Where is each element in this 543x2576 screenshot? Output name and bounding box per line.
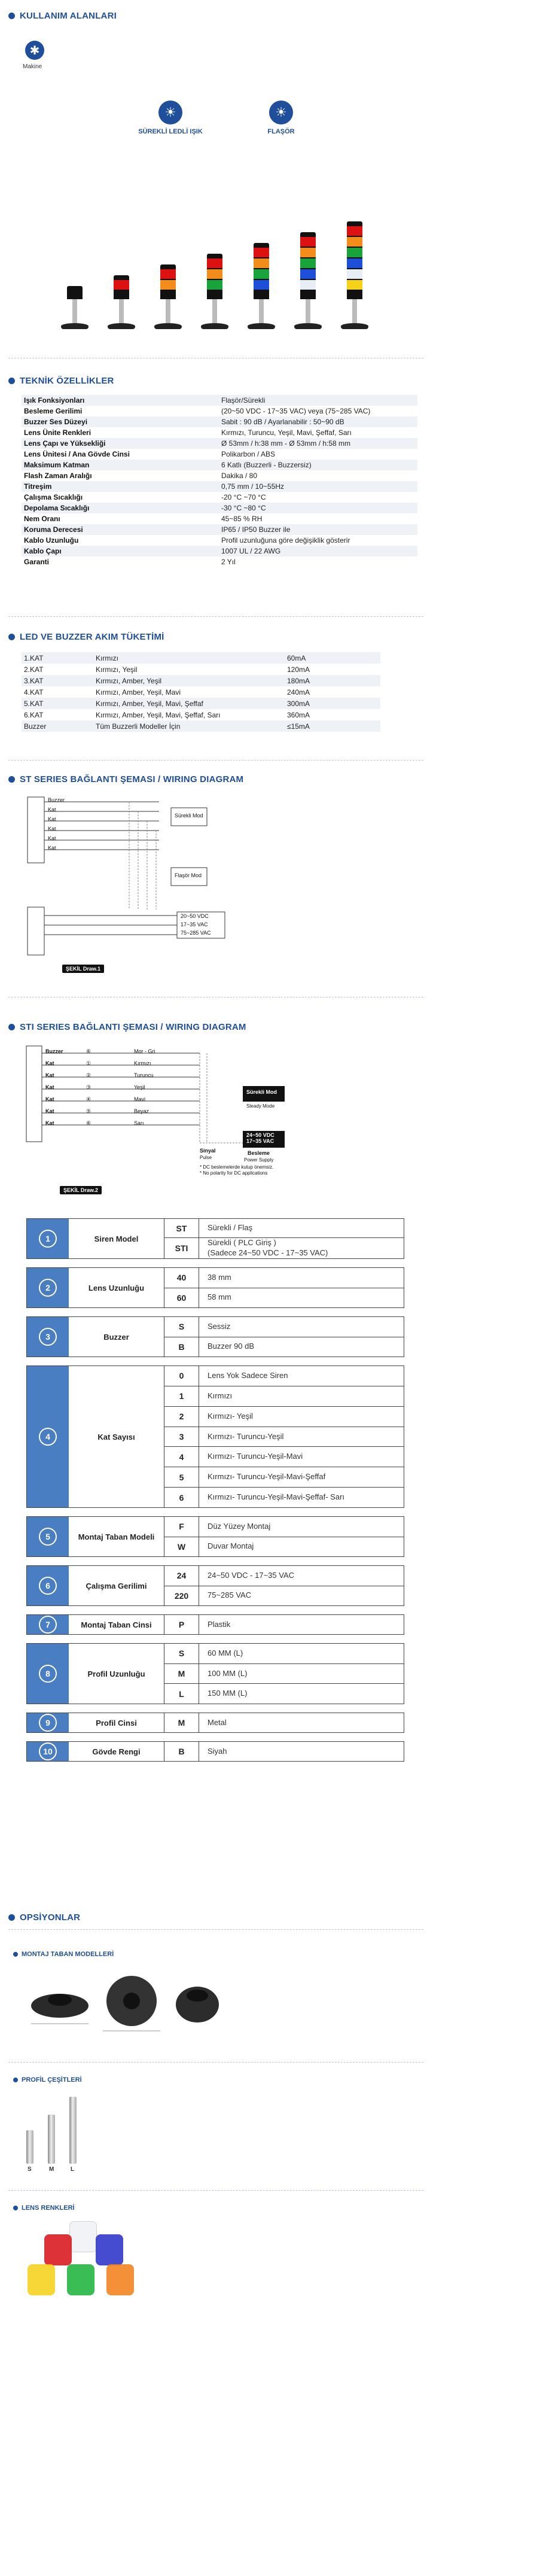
tech-key: Işık Fonksiyonları bbox=[24, 396, 85, 405]
sti-power-label: Besleme bbox=[248, 1150, 270, 1156]
order-option-desc: Kırmızı- Turuncu-Yeşil-Mavi bbox=[208, 1452, 303, 1461]
order-option-row bbox=[164, 1447, 404, 1467]
led-colors: Kırmızı, Amber, Yeşil bbox=[96, 676, 162, 685]
tech-row bbox=[22, 416, 417, 427]
order-number-badge: 5 bbox=[39, 1528, 57, 1546]
lens-orange bbox=[106, 2264, 134, 2295]
order-option-code: M bbox=[164, 1664, 199, 1684]
led-current: 360mA bbox=[287, 710, 310, 719]
divider bbox=[8, 760, 423, 761]
tech-key: Titreşim bbox=[24, 482, 52, 491]
order-option-code: 0 bbox=[164, 1366, 199, 1386]
tech-key: Maksimum Katman bbox=[24, 461, 90, 469]
tech-key: Nem Oranı bbox=[24, 515, 60, 523]
order-group-name: Buzzer bbox=[69, 1317, 164, 1357]
order-option-code: S bbox=[164, 1644, 199, 1663]
sti-signal-label: Sinyal bbox=[200, 1148, 216, 1154]
bullet-icon bbox=[8, 776, 15, 783]
tech-row bbox=[22, 470, 417, 481]
led-current: 180mA bbox=[287, 676, 310, 685]
divider bbox=[8, 2062, 423, 2063]
order-option-code: 60 bbox=[164, 1288, 199, 1308]
mode-label-steady: SÜREKLİ LEDLİ IŞIK bbox=[138, 128, 203, 135]
profile-s bbox=[26, 2130, 33, 2164]
sti-mode-box: Sürekli Mod bbox=[246, 1089, 277, 1095]
tech-row bbox=[22, 535, 417, 546]
order-option-code: L bbox=[164, 1684, 199, 1704]
tech-row bbox=[22, 513, 417, 524]
order-option-code: ST bbox=[164, 1219, 199, 1237]
tech-row bbox=[22, 546, 417, 556]
led-colors: Kırmızı, Amber, Yeşil, Mavi, Şeffaf, Sarı bbox=[96, 710, 221, 719]
order-option-row bbox=[164, 1537, 404, 1557]
profile-label-s: S bbox=[28, 2166, 32, 2173]
tower-1 bbox=[61, 286, 89, 329]
order-option-code: 2 bbox=[164, 1407, 199, 1427]
st-mode-flash: Flaşör Mod bbox=[175, 872, 202, 878]
bullet-icon bbox=[8, 634, 15, 640]
order-option-desc: Kırmızı bbox=[208, 1391, 233, 1400]
section-led bbox=[8, 632, 164, 642]
tech-value: Kırmızı, Turuncu, Yeşil, Mavi, Şeffaf, Sarı bbox=[221, 428, 352, 437]
led-current-table bbox=[22, 652, 380, 732]
order-option-code: STI bbox=[164, 1238, 199, 1258]
sti-note-2: * No polarity for DC applications bbox=[200, 1170, 268, 1176]
order-option-row bbox=[164, 1317, 404, 1337]
order-group-name: Kat Sayısı bbox=[69, 1366, 164, 1507]
tech-key: Besleme Gerilimi bbox=[24, 407, 83, 415]
order-option-row bbox=[164, 1644, 404, 1664]
order-option-code: F bbox=[164, 1517, 199, 1537]
order-group bbox=[26, 1614, 404, 1635]
sti-row-num: ① bbox=[86, 1060, 91, 1066]
order-option-desc: 38 mm bbox=[208, 1272, 231, 1282]
sti-row-wire: Turuncu bbox=[134, 1072, 154, 1078]
tech-value: 6 Katlı (Buzzerli - Buzzersiz) bbox=[221, 461, 312, 469]
order-option-row bbox=[164, 1566, 404, 1586]
tech-row bbox=[22, 524, 417, 535]
subsection-montaj bbox=[13, 1951, 114, 1958]
subsection-title: PROFİL ÇEŞİTLERİ bbox=[22, 2076, 82, 2084]
order-option-code: 3 bbox=[164, 1427, 199, 1447]
tech-key: Kablo Çapı bbox=[24, 547, 62, 555]
order-number-badge: 1 bbox=[39, 1230, 57, 1248]
order-option-desc: Kırmızı- Turuncu-Yeşil-Mavi-Şeffaf- Sarı bbox=[208, 1492, 345, 1502]
sti-row-label: Kat bbox=[45, 1120, 54, 1126]
tech-key: Depolama Sıcaklığı bbox=[24, 504, 90, 512]
tech-value: -20 °C ~70 °C bbox=[221, 493, 266, 501]
section-teknik bbox=[8, 376, 114, 386]
order-group-number bbox=[27, 1644, 69, 1704]
tech-value: Dakika / 80 bbox=[221, 472, 258, 480]
order-group-number bbox=[27, 1517, 69, 1556]
sekil-number: Draw.2 bbox=[80, 1187, 99, 1193]
st-row-buzzer: Buzzer bbox=[48, 797, 65, 803]
order-option-row bbox=[164, 1713, 404, 1732]
order-option-row bbox=[164, 1288, 404, 1308]
tower-7 bbox=[341, 221, 368, 329]
tech-value: Sabit : 90 dB / Ayarlanabilir : 50~90 dB bbox=[221, 418, 344, 426]
tower-2 bbox=[108, 275, 135, 329]
section-title: LED VE BUZZER AKIM TÜKETİMİ bbox=[20, 632, 164, 642]
sti-row-num: ⑥ bbox=[86, 1120, 91, 1126]
st-power-1: 20~50 VDC bbox=[181, 913, 209, 919]
bullet-icon bbox=[13, 1952, 18, 1957]
order-option-code: W bbox=[164, 1537, 199, 1557]
order-group-name: Çalışma Gerilimi bbox=[69, 1566, 164, 1605]
profile-m bbox=[48, 2115, 55, 2164]
sti-row-label: Kat bbox=[45, 1072, 54, 1078]
sti-mode-sub: Steady Mode bbox=[246, 1103, 275, 1109]
order-group-number bbox=[27, 1742, 69, 1761]
led-level: 3.KAT bbox=[24, 676, 44, 685]
tech-value: -30 °C ~80 °C bbox=[221, 504, 266, 512]
lens-clear bbox=[69, 2221, 97, 2252]
tech-row bbox=[22, 460, 417, 470]
order-option-desc: Düz Yüzey Montaj bbox=[208, 1521, 271, 1531]
tech-key: Koruma Derecesi bbox=[24, 525, 83, 534]
subsection-title: MONTAJ TABAN MODELLERİ bbox=[22, 1951, 114, 1958]
tech-value: (20~50 VDC - 17~35 VAC) veya (75~285 VAC) bbox=[221, 407, 371, 415]
st-mode-steady: Sürekli Mod bbox=[175, 813, 203, 819]
gear-icon: ✱ bbox=[25, 41, 44, 60]
tower-5 bbox=[248, 243, 275, 329]
section-title: ST SERIES BAĞLANTI ŞEMASI / WIRING DIAGRAM bbox=[20, 774, 244, 784]
order-option-row bbox=[164, 1337, 404, 1357]
order-group-number bbox=[27, 1366, 69, 1507]
section-st-wiring bbox=[8, 774, 243, 784]
led-row bbox=[22, 709, 380, 720]
order-option-row bbox=[164, 1366, 404, 1386]
led-level: 6.KAT bbox=[24, 710, 44, 719]
order-number-badge: 8 bbox=[39, 1665, 57, 1683]
sti-row-label: Kat bbox=[45, 1108, 54, 1114]
order-group-name: Lens Uzunluğu bbox=[69, 1268, 164, 1307]
order-option-row bbox=[164, 1488, 404, 1507]
sekil-label: ŞEKİL bbox=[63, 1187, 80, 1193]
order-option-desc: Buzzer 90 dB bbox=[208, 1342, 255, 1351]
tech-value: 1007 UL / 22 AWG bbox=[221, 547, 281, 555]
order-option-code: S bbox=[164, 1317, 199, 1337]
led-current: 240mA bbox=[287, 688, 310, 697]
order-number-badge: 9 bbox=[39, 1714, 57, 1732]
makine-label: Makine bbox=[23, 63, 42, 70]
order-option-code: B bbox=[164, 1337, 199, 1357]
order-option-desc: 100 MM (L) bbox=[208, 1668, 248, 1678]
sti-row-label: Kat bbox=[45, 1096, 54, 1102]
sekil-number: Draw.1 bbox=[83, 966, 101, 972]
st-row-kat: Kat bbox=[48, 826, 56, 832]
order-option-code: 5 bbox=[164, 1467, 199, 1487]
order-group bbox=[26, 1713, 404, 1733]
led-row bbox=[22, 720, 380, 732]
tech-row bbox=[22, 438, 417, 449]
tech-value: 2 Yıl bbox=[221, 558, 236, 566]
order-group bbox=[26, 1741, 404, 1762]
profile-images bbox=[24, 2094, 96, 2164]
mode-label-flash: FLAŞÖR bbox=[267, 128, 295, 135]
order-number-badge: 3 bbox=[39, 1328, 57, 1346]
st-row-kat: Kat bbox=[48, 845, 56, 851]
tech-value: Flaşör/Sürekli bbox=[221, 396, 266, 405]
led-colors: Kırmızı, Yeşil bbox=[96, 665, 138, 674]
led-row bbox=[22, 686, 380, 698]
montaj-base-images bbox=[24, 1969, 227, 2034]
section-title: OPSİYONLAR bbox=[20, 1912, 81, 1923]
led-row bbox=[22, 664, 380, 675]
led-level: 1.KAT bbox=[24, 653, 44, 662]
order-group bbox=[26, 1316, 404, 1357]
lens-green bbox=[67, 2264, 94, 2295]
order-code-table bbox=[26, 1218, 404, 1894]
bullet-icon bbox=[8, 378, 15, 384]
tech-key: Kablo Uzunluğu bbox=[24, 536, 79, 545]
tech-value: 0,75 mm / 10~55Hz bbox=[221, 482, 285, 491]
order-group bbox=[26, 1365, 404, 1508]
st-row-kat: Kat bbox=[48, 835, 56, 841]
profile-label-l: L bbox=[71, 2166, 75, 2173]
bullet-icon bbox=[8, 13, 15, 19]
st-wiring-diagram bbox=[22, 790, 273, 969]
tower-lights-image bbox=[48, 156, 395, 329]
led-current: 60mA bbox=[287, 653, 306, 662]
order-option-desc: 58 mm bbox=[208, 1292, 231, 1302]
led-colors: Kırmızı, Amber, Yeşil, Mavi, Şeffaf bbox=[96, 699, 203, 708]
sti-row-wire: Beyaz bbox=[134, 1108, 150, 1114]
order-group bbox=[26, 1516, 404, 1557]
led-current: 300mA bbox=[287, 699, 310, 708]
tower-3 bbox=[154, 264, 182, 329]
order-option-desc: Plastik bbox=[208, 1619, 231, 1629]
order-option-row bbox=[164, 1268, 404, 1288]
sti-row-label: Buzzer bbox=[45, 1048, 63, 1054]
order-group-number bbox=[27, 1615, 69, 1634]
order-group-number bbox=[27, 1713, 69, 1732]
order-number-badge: 10 bbox=[39, 1742, 57, 1760]
led-row bbox=[22, 675, 380, 686]
st-power-2: 17~35 VAC bbox=[181, 921, 208, 927]
order-option-row bbox=[164, 1615, 404, 1634]
tech-spec-table bbox=[22, 395, 417, 567]
subsection-lens bbox=[13, 2204, 75, 2212]
tech-value: 45~85 % RH bbox=[221, 515, 263, 523]
order-group-name: Profil Uzunluğu bbox=[69, 1644, 164, 1704]
tech-key: Lens Ünitesi / Ana Gövde Cinsi bbox=[24, 450, 130, 458]
divider bbox=[8, 1929, 423, 1930]
bullet-icon bbox=[8, 1914, 15, 1921]
sti-row-label: Kat bbox=[45, 1060, 54, 1066]
sti-row-wire: Mor - Gri bbox=[134, 1048, 155, 1054]
tech-row bbox=[22, 406, 417, 416]
order-option-code: 1 bbox=[164, 1386, 199, 1406]
sekil-label: ŞEKİL bbox=[66, 966, 82, 972]
order-option-code: 220 bbox=[164, 1586, 199, 1606]
order-group bbox=[26, 1643, 404, 1704]
tech-key: Buzzer Ses Düzeyi bbox=[24, 418, 88, 426]
section-title: STI SERIES BAĞLANTI ŞEMASI / WIRING DIAGRAM bbox=[20, 1022, 246, 1032]
sti-row-num: ⑤ bbox=[86, 1108, 91, 1114]
tech-key: Garanti bbox=[24, 558, 50, 566]
tech-row bbox=[22, 492, 417, 503]
lens-red bbox=[44, 2234, 72, 2265]
order-option-desc: Metal bbox=[208, 1717, 227, 1727]
lens-yellow bbox=[28, 2264, 55, 2295]
sti-row-wire: Yeşil bbox=[134, 1084, 145, 1090]
bullet-icon bbox=[8, 1024, 15, 1030]
sti-signal-sub: Pulse bbox=[200, 1155, 212, 1160]
order-option-row bbox=[164, 1467, 404, 1488]
order-option-desc: Kırmızı- Yeşil bbox=[208, 1411, 253, 1421]
led-row bbox=[22, 652, 380, 664]
st-power-3: 75~285 VAC bbox=[181, 930, 211, 936]
tech-value: IP65 / IP50 Buzzer ile bbox=[221, 525, 291, 534]
sekil-badge bbox=[60, 1186, 102, 1194]
order-option-code: 24 bbox=[164, 1566, 199, 1586]
order-option-desc: 150 MM (L) bbox=[208, 1689, 248, 1698]
order-number-badge: 2 bbox=[39, 1279, 57, 1297]
tower-6 bbox=[294, 232, 322, 329]
divider bbox=[8, 616, 423, 617]
sti-row-num: ② bbox=[86, 1072, 91, 1078]
order-group bbox=[26, 1218, 404, 1259]
order-group-number bbox=[27, 1268, 69, 1307]
section-sti-wiring bbox=[8, 1022, 246, 1032]
subsection-title: LENS RENKLERİ bbox=[22, 2204, 75, 2212]
sti-power-sub: Power Supply bbox=[244, 1157, 274, 1163]
order-option-code: 4 bbox=[164, 1447, 199, 1467]
sti-row-num: ④ bbox=[86, 1096, 91, 1102]
order-option-row bbox=[164, 1742, 404, 1761]
order-group-name: Profil Cinsi bbox=[69, 1713, 164, 1732]
sti-row-label: Kat bbox=[45, 1084, 54, 1090]
order-number-badge: 6 bbox=[39, 1577, 57, 1595]
tech-value: Polikarbon / ABS bbox=[221, 450, 276, 458]
led-row bbox=[22, 698, 380, 709]
divider bbox=[8, 2190, 423, 2191]
sti-row-num: ③ bbox=[86, 1084, 91, 1090]
section-kullanim bbox=[8, 11, 117, 21]
order-option-row bbox=[164, 1407, 404, 1427]
tech-value: Profil uzunluğuna göre değişiklik gösterir bbox=[221, 536, 350, 545]
sti-row-num: ⑥ bbox=[86, 1048, 91, 1054]
tower-4 bbox=[201, 254, 228, 329]
order-option-desc: Duvar Montaj bbox=[208, 1541, 254, 1551]
order-option-code: M bbox=[164, 1713, 199, 1732]
led-colors: Kırmızı, Amber, Yeşil, Mavi bbox=[96, 688, 181, 697]
order-option-desc: Sürekli ( PLC Giriş ) (Sadece 24~50 VDC - 17~35 VAC) bbox=[208, 1238, 328, 1258]
sti-row-wire: Mavi bbox=[134, 1096, 146, 1102]
subsection-profil bbox=[13, 2076, 82, 2084]
order-option-desc: Sessiz bbox=[208, 1321, 231, 1331]
order-option-row bbox=[164, 1238, 404, 1258]
tech-row bbox=[22, 556, 417, 567]
bullet-icon bbox=[13, 2206, 18, 2210]
tech-key: Lens Ünite Renkleri bbox=[24, 428, 91, 437]
order-option-desc: Kırmızı- Turuncu-Yeşil bbox=[208, 1431, 284, 1441]
sti-row-wire: Kırmızı bbox=[134, 1060, 151, 1066]
lens-blue bbox=[96, 2234, 123, 2265]
order-number-badge: 7 bbox=[39, 1616, 57, 1634]
led-level: 4.KAT bbox=[24, 688, 44, 697]
order-option-row bbox=[164, 1586, 404, 1606]
order-option-code: B bbox=[164, 1742, 199, 1761]
st-row-kat: Kat bbox=[48, 807, 56, 813]
order-option-code: 40 bbox=[164, 1268, 199, 1288]
tech-value: Ø 53mm / h:38 mm - Ø 53mm / h:58 mm bbox=[221, 439, 351, 448]
profile-l bbox=[69, 2097, 77, 2164]
order-option-row bbox=[164, 1664, 404, 1684]
tech-key: Flash Zaman Aralığı bbox=[24, 472, 92, 480]
order-option-row bbox=[164, 1684, 404, 1704]
order-group-number bbox=[27, 1219, 69, 1258]
order-group bbox=[26, 1267, 404, 1308]
led-level: 2.KAT bbox=[24, 665, 44, 674]
tech-row bbox=[22, 503, 417, 513]
order-group-number bbox=[27, 1317, 69, 1357]
order-option-desc: Kırmızı- Turuncu-Yeşil-Mavi-Şeffaf bbox=[208, 1472, 326, 1482]
order-option-row bbox=[164, 1219, 404, 1238]
tech-key: Çalışma Sıcaklığı bbox=[24, 493, 83, 501]
order-group-name: Montaj Taban Cinsi bbox=[69, 1615, 164, 1634]
tech-row bbox=[22, 449, 417, 460]
section-opsiyonlar bbox=[8, 1912, 80, 1923]
tech-row bbox=[22, 481, 417, 492]
order-option-desc: Lens Yok Sadece Siren bbox=[208, 1370, 288, 1380]
order-option-row bbox=[164, 1386, 404, 1407]
st-row-kat: Kat bbox=[48, 816, 56, 822]
order-option-desc: 60 MM (L) bbox=[208, 1648, 243, 1657]
flash-icon: ☀ bbox=[263, 101, 299, 124]
led-level: 5.KAT bbox=[24, 699, 44, 708]
sekil-badge bbox=[62, 965, 104, 973]
order-option-code: P bbox=[164, 1615, 199, 1634]
order-option-desc: Sürekli / Flaş bbox=[208, 1223, 253, 1233]
order-option-desc: Siyah bbox=[208, 1746, 227, 1756]
sti-wiring-diagram bbox=[20, 1041, 319, 1179]
order-group-number bbox=[27, 1566, 69, 1605]
order-group-name: Siren Model bbox=[69, 1219, 164, 1258]
flash-icon: ☀ bbox=[152, 101, 188, 124]
tech-row bbox=[22, 395, 417, 406]
profile-label-m: M bbox=[49, 2166, 54, 2173]
order-option-code: 6 bbox=[164, 1488, 199, 1507]
sti-power-box: 24~50 VDC 17~35 VAC bbox=[246, 1132, 274, 1144]
order-option-row bbox=[164, 1517, 404, 1537]
order-number-badge: 4 bbox=[39, 1428, 57, 1446]
sti-row-wire: Sarı bbox=[134, 1120, 144, 1126]
led-current: ≤15mA bbox=[287, 722, 310, 731]
lens-colors-image bbox=[24, 2221, 161, 2329]
order-option-desc: 75~285 VAC bbox=[208, 1590, 252, 1600]
order-group bbox=[26, 1565, 404, 1606]
order-option-desc: 24~50 VDC - 17~35 VAC bbox=[208, 1570, 295, 1580]
order-option-row bbox=[164, 1427, 404, 1447]
bullet-icon bbox=[13, 2078, 18, 2082]
order-group-name: Montaj Taban Modeli bbox=[69, 1517, 164, 1556]
tech-row bbox=[22, 427, 417, 438]
order-group-name: Gövde Rengi bbox=[69, 1742, 164, 1761]
led-colors: Kırmızı bbox=[96, 653, 118, 662]
led-colors: Tüm Buzzerli Modeller İçin bbox=[96, 722, 181, 731]
led-current: 120mA bbox=[287, 665, 310, 674]
section-title: KULLANIM ALANLARI bbox=[20, 11, 117, 21]
led-level: Buzzer bbox=[24, 722, 47, 731]
section-title: TEKNİK ÖZELLİKLER bbox=[20, 376, 114, 386]
sti-note-1: * DC beslemelerde kutup önemsiz. bbox=[200, 1164, 274, 1170]
tech-key: Lens Çapı ve Yüksekliği bbox=[24, 439, 106, 448]
